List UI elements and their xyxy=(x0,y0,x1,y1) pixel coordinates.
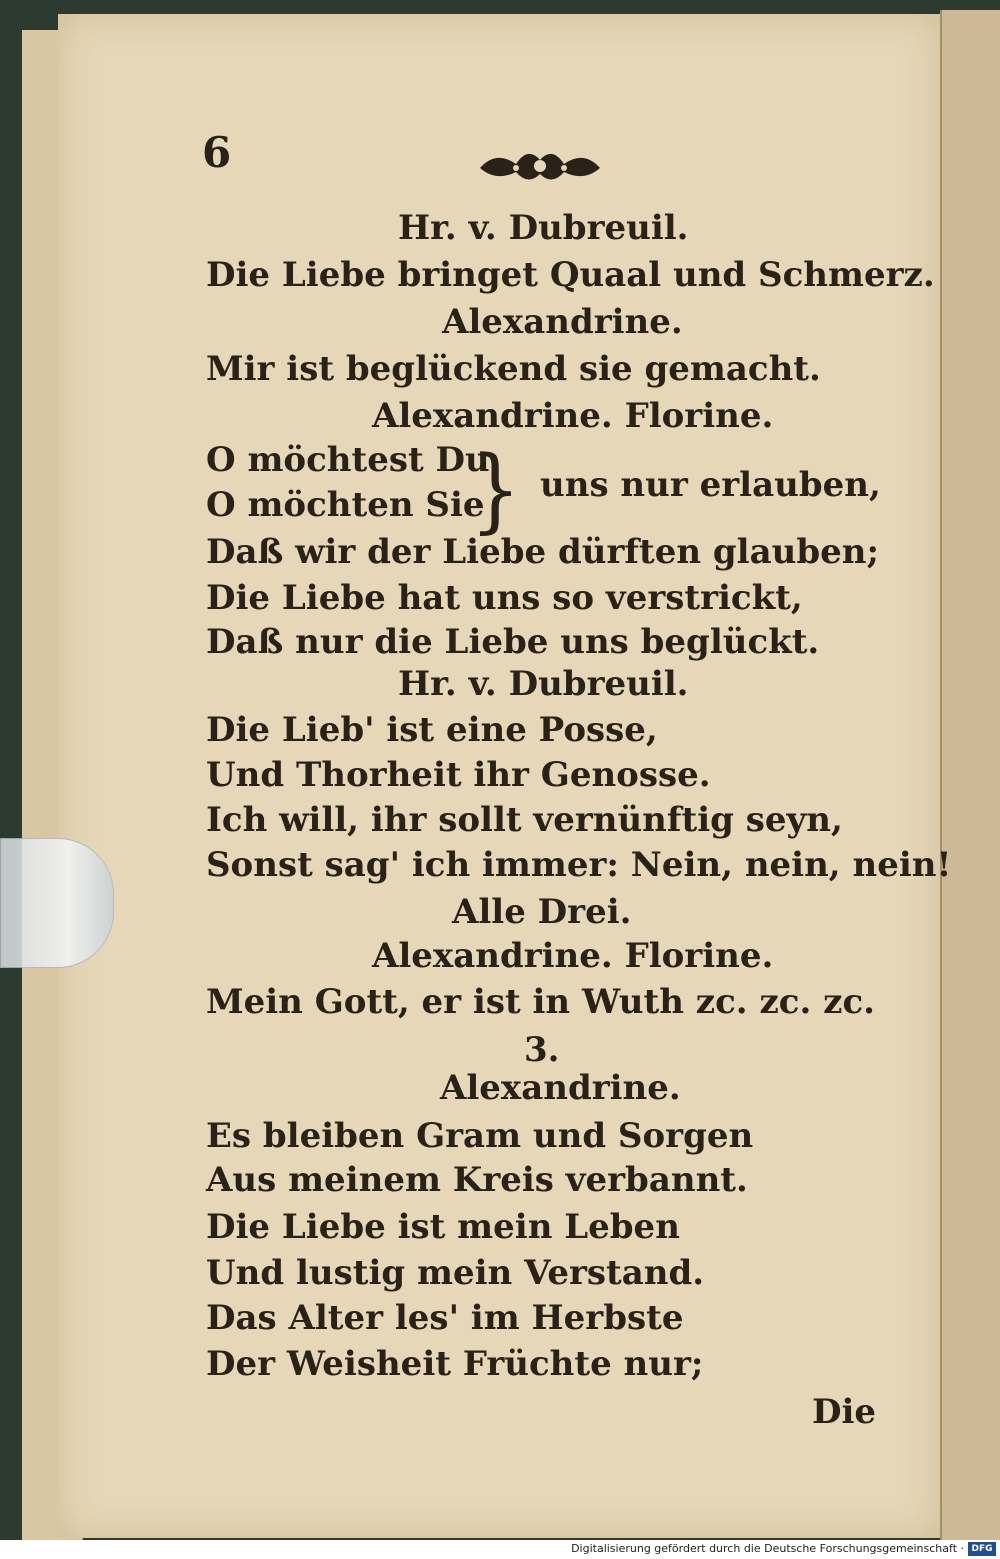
speaker-line: Hr. v. Dubreuil. xyxy=(398,664,689,704)
ornament-icon xyxy=(476,140,604,188)
verse-line: Mein Gott, er ist in Wuth zc. zc. zc. xyxy=(206,982,875,1022)
verse-line: Aus meinem Kreis verbannt. xyxy=(206,1160,748,1200)
footer-text: Digitalisierung gefördert durch die Deutsche Forschungsgemeinschaft · xyxy=(571,1542,964,1555)
speaker-line: Alexandrine. xyxy=(440,1068,681,1108)
verse-line: Und Thorheit ihr Genosse. xyxy=(206,755,711,795)
speaker-line: 3. xyxy=(524,1030,560,1070)
facing-page-edge xyxy=(940,10,1000,1540)
speaker-line: Alexandrine. Florine. xyxy=(372,936,774,976)
verse-line: Es bleiben Gram und Sorgen xyxy=(206,1116,754,1156)
verse-line: Daß nur die Liebe uns beglückt. xyxy=(206,622,820,662)
page-clip xyxy=(0,838,114,968)
verse-line: Das Alter les' im Herbste xyxy=(206,1298,684,1338)
speaker-line: Alle Drei. xyxy=(452,892,632,932)
footer-bar xyxy=(0,1540,1000,1559)
page-number: 6 xyxy=(202,128,232,177)
verse-line: Die Liebe bringet Quaal und Schmerz. xyxy=(206,255,935,295)
speaker-line: Alexandrine. Florine. xyxy=(372,396,774,436)
dfg-logo-icon: DFG xyxy=(968,1542,996,1556)
verse-line: Die Liebe ist mein Leben xyxy=(206,1207,680,1247)
speaker-line: Hr. v. Dubreuil. xyxy=(398,208,689,248)
verse-line: Die Liebe hat uns so verstrickt, xyxy=(206,578,803,618)
verse-line: Ich will, ihr sollt vernünftig seyn, xyxy=(206,800,843,840)
verse-line: Der Weisheit Früchte nur; xyxy=(206,1344,704,1384)
verse-line: Mir ist beglückend sie gemacht. xyxy=(206,349,821,389)
verse-line: O möchtest Du xyxy=(206,440,490,480)
verse-line: Die Lieb' ist eine Posse, xyxy=(206,710,658,750)
verse-line: Daß wir der Liebe dürften glauben; xyxy=(206,532,880,572)
verse-line: O möchten Sie xyxy=(206,485,485,525)
verse-line: uns nur erlauben, xyxy=(540,465,881,505)
verse-line: Und lustig mein Verstand. xyxy=(206,1253,705,1293)
speaker-line: Alexandrine. xyxy=(442,302,683,342)
verse-line: Sonst sag' ich immer: Nein, nein, nein! xyxy=(206,845,952,885)
catchword: Die xyxy=(812,1392,877,1432)
brace-icon: } xyxy=(470,436,521,543)
